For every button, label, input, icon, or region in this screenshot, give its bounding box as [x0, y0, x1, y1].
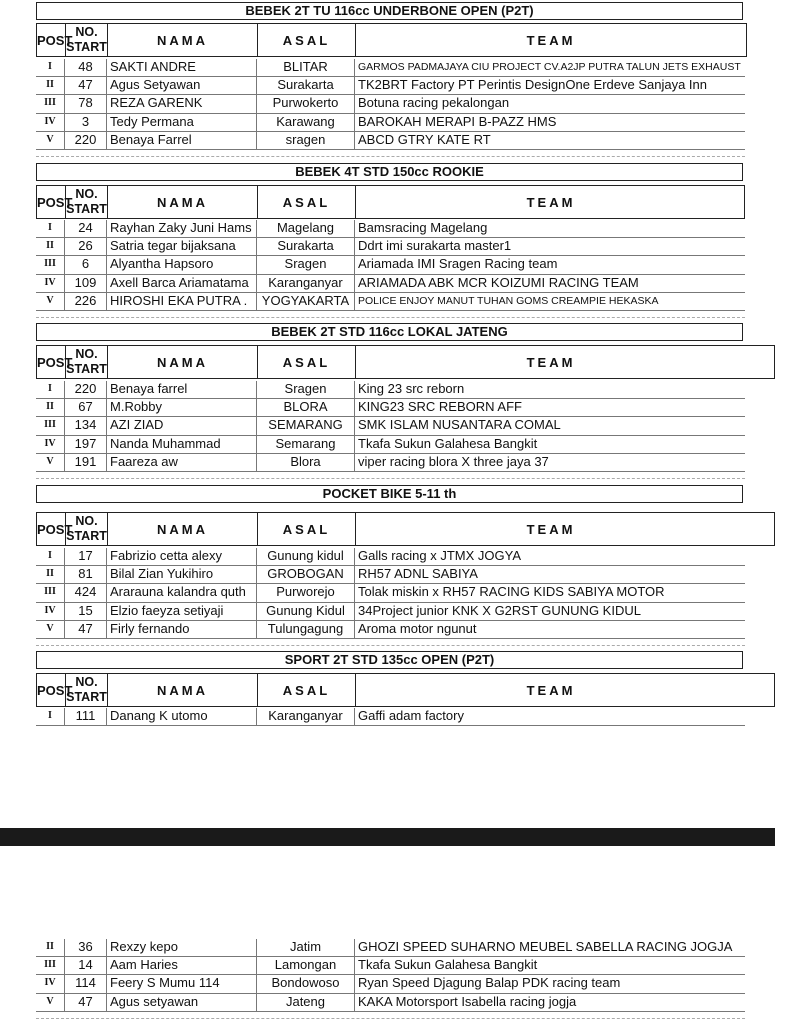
cell-pos: I [36, 381, 65, 398]
cell-pos: III [36, 957, 65, 974]
cell-no: 48 [65, 59, 107, 76]
cell-pos: III [36, 95, 65, 112]
header-team: TEAM [526, 32, 576, 48]
table-row [36, 95, 745, 113]
cell-asal: Karanganyar [257, 275, 355, 292]
cell-asal: Purwokerto [257, 95, 355, 112]
cell-nama: Ararauna kalandra quth [107, 584, 257, 601]
table-header [36, 345, 775, 379]
cell-pos: II [36, 566, 65, 583]
cell-nama: Firly fernando [107, 621, 257, 638]
cell-team: SMK ISLAM NUSANTARA COMAL [358, 417, 561, 433]
cell-nama: Nanda Muhammad [107, 436, 257, 453]
cell-pos: I [36, 548, 65, 565]
header-nama: NAMA [108, 513, 258, 545]
cell-nama: M.Robby [107, 399, 257, 416]
header-asal: ASAL [258, 346, 356, 378]
cell-asal: Jatim [257, 939, 355, 956]
cell-no: 17 [65, 548, 107, 565]
header-no: NO. START [66, 25, 107, 54]
cell-pos: II [36, 77, 65, 94]
section-title: BEBEK 2T TU 116cc UNDERBONE OPEN (P2T) [36, 2, 743, 20]
cell-nama: Benaya Farrel [107, 132, 257, 149]
cell-pos: III [36, 256, 65, 273]
header-no: NO. START [66, 514, 107, 543]
cell-no: 114 [65, 975, 107, 992]
cell-pos: V [36, 293, 65, 310]
cell-asal: Purworejo [257, 584, 355, 601]
header-pos: POST [37, 346, 66, 378]
cell-team: ARIAMADA ABK MCR KOIZUMI RACING TEAM [358, 274, 639, 290]
table-row [36, 77, 745, 95]
cell-asal: Sragen [257, 381, 355, 398]
table-row-empty [36, 150, 745, 157]
cell-pos: I [36, 708, 65, 725]
table-row [36, 548, 745, 566]
table-row [36, 454, 745, 472]
cell-pos: IV [36, 114, 65, 131]
results-table-continued [36, 939, 745, 1019]
header-pos: POST [37, 24, 66, 56]
cell-pos: III [36, 417, 65, 434]
cell-nama: Aam Haries [107, 957, 257, 974]
cell-pos: IV [36, 436, 65, 453]
cell-team: Gaffi adam factory [358, 708, 464, 723]
cell-asal: Gunung kidul [257, 548, 355, 565]
cell-pos: I [36, 220, 65, 237]
table-header [36, 23, 747, 57]
cell-pos: V [36, 132, 65, 149]
cell-team: Tolak miskin x RH57 RACING KIDS SABIYA MOTOR [358, 584, 665, 600]
cell-pos: II [36, 939, 65, 956]
table-row-empty [36, 472, 745, 479]
cell-team: Ddrt imi surakarta master1 [358, 238, 512, 254]
table-row [36, 114, 745, 132]
cell-nama: Bilal Zian Yukihiro [107, 566, 257, 583]
cell-asal: BLORA [257, 399, 355, 416]
header-asal: ASAL [258, 24, 356, 56]
cell-asal: YOGYAKARTA [257, 293, 355, 310]
cell-no: 36 [65, 939, 107, 956]
cell-team: King 23 src reborn [358, 381, 465, 396]
cell-team: GHOZI SPEED SUHARNO MEUBEL SABELLA RACING JOGJA [358, 939, 733, 954]
cell-asal: Semarang [257, 436, 355, 453]
cell-pos: V [36, 994, 65, 1011]
cell-team: Botuna racing pekalongan [358, 95, 510, 111]
cell-asal: Gunung Kidul [257, 603, 355, 620]
cell-no: 47 [65, 77, 107, 94]
table-row-empty [36, 311, 745, 318]
cell-nama: Feery S Mumu 114 [107, 975, 257, 992]
header-nama: NAMA [108, 674, 258, 706]
cell-pos: IV [36, 603, 65, 620]
cell-no: 14 [65, 957, 107, 974]
header-pos: POST [37, 513, 66, 545]
cell-nama: Axell Barca Ariamatama [107, 275, 257, 292]
cell-team: Ariamada IMI Sragen Racing team [358, 256, 558, 272]
cell-team: Tkafa Sukun Galahesa Bangkit [358, 435, 538, 451]
cell-asal: Surakarta [257, 77, 355, 94]
cell-nama: HIROSHI EKA PUTRA . [107, 293, 257, 310]
cell-pos: II [36, 399, 65, 416]
header-no: NO. START [66, 675, 107, 704]
cell-pos: V [36, 621, 65, 638]
cell-no: 220 [65, 132, 107, 149]
table-row [36, 566, 745, 584]
cell-nama: Faareza aw [107, 454, 257, 471]
cell-nama: Benaya farrel [107, 381, 257, 398]
cell-team: Galls racing x JTMX JOGYA [358, 548, 522, 563]
cell-asal: Bondowoso [257, 975, 355, 992]
cell-team: Tkafa Sukun Galahesa Bangkit [358, 957, 538, 973]
table-row [36, 994, 745, 1012]
cell-no: 81 [65, 566, 107, 583]
cell-asal: SEMARANG [257, 417, 355, 434]
table-row [36, 275, 745, 293]
cell-team: Aroma motor ngunut [358, 620, 477, 636]
cell-asal: Magelang [257, 220, 355, 237]
cell-nama: Elzio faeyza setiyaji [107, 603, 257, 620]
cell-nama: Danang K utomo [107, 708, 257, 725]
header-team: TEAM [526, 682, 576, 698]
cell-nama: SAKTI ANDRE [107, 59, 257, 76]
header-no: NO. START [66, 347, 107, 376]
cell-asal: Tulungagung [257, 621, 355, 638]
table-row [36, 957, 745, 975]
header-nama: NAMA [108, 346, 258, 378]
table-row [36, 399, 745, 417]
results-table [36, 59, 745, 157]
cell-pos: II [36, 238, 65, 255]
table-row-empty [36, 1012, 745, 1019]
cell-no: 3 [65, 114, 107, 131]
cell-no: 220 [65, 381, 107, 398]
header-team: TEAM [526, 354, 576, 370]
cell-no: 24 [65, 220, 107, 237]
table-row-empty [36, 639, 745, 646]
table-header [36, 185, 745, 219]
cell-team: RH57 ADNL SABIYA [358, 566, 478, 582]
cell-nama: Fabrizio cetta alexy [107, 548, 257, 565]
cell-asal: Karawang [257, 114, 355, 131]
cell-no: 109 [65, 275, 107, 292]
header-team: TEAM [526, 521, 576, 537]
cell-team: KAKA Motorsport Isabella racing jogja [358, 993, 577, 1009]
cell-no: 424 [65, 584, 107, 601]
cell-nama: Agus setyawan [107, 994, 257, 1011]
cell-pos: III [36, 584, 65, 601]
table-header [36, 673, 775, 707]
section-title: SPORT 2T STD 135cc OPEN (P2T) [36, 651, 743, 669]
cell-asal: Blora [257, 454, 355, 471]
cell-team: Ryan Speed Djagung Balap PDK racing team [358, 975, 621, 991]
results-table [36, 548, 745, 646]
table-row [36, 584, 745, 602]
cell-asal: GROBOGAN [257, 566, 355, 583]
cell-no: 47 [65, 621, 107, 638]
results-table [36, 708, 745, 726]
header-pos: POST [37, 674, 66, 706]
cell-pos: I [36, 59, 65, 76]
cell-no: 67 [65, 399, 107, 416]
cell-team: GARMOS PADMAJAYA CIU PROJECT CV.A2JP PUTRA TALUN JETS EXHAUST [358, 61, 741, 73]
header-nama: NAMA [108, 186, 258, 218]
cell-no: 197 [65, 436, 107, 453]
cell-team: TK2BRT Factory PT Perintis DesignOne Erdeve Sanjaya Inn [358, 77, 708, 93]
table-header [36, 512, 775, 546]
section-title: BEBEK 4T STD 150cc ROOKIE [36, 163, 743, 181]
table-row [36, 708, 745, 726]
cell-asal: Jateng [257, 994, 355, 1011]
cell-nama: Satria tegar bijaksana [107, 238, 257, 255]
cell-no: 78 [65, 95, 107, 112]
table-row [36, 381, 745, 399]
section-title: BEBEK 2T STD 116cc LOKAL JATENG [36, 323, 743, 341]
cell-team: ABCD GTRY KATE RT [358, 131, 491, 147]
cell-asal: Karanganyar [257, 708, 355, 725]
table-row [36, 238, 745, 256]
cell-nama: Rayhan Zaky Juni Hams [107, 220, 257, 237]
table-row [36, 975, 745, 993]
cell-asal: Surakarta [257, 238, 355, 255]
cell-nama: AZI ZIAD [107, 417, 257, 434]
cell-nama: Agus Setyawan [107, 77, 257, 94]
cell-asal: Lamongan [257, 957, 355, 974]
header-no: NO. START [66, 187, 107, 216]
cell-team: POLICE ENJOY MANUT TUHAN GOMS CREAMPIE HEKASKA [358, 294, 659, 307]
cell-no: 226 [65, 293, 107, 310]
cell-team: viper racing blora X three jaya 37 [358, 453, 549, 469]
cell-nama: Alyantha Hapsoro [107, 256, 257, 273]
cell-asal: BLITAR [257, 59, 355, 76]
header-pos: POST [37, 186, 66, 218]
header-nama: NAMA [108, 24, 258, 56]
results-table [36, 381, 745, 479]
results-table [36, 220, 745, 318]
cell-asal: Sragen [257, 256, 355, 273]
cell-no: 6 [65, 256, 107, 273]
header-team: TEAM [526, 194, 576, 210]
table-row [36, 59, 745, 77]
page-divider [0, 828, 775, 846]
cell-nama: REZA GARENK [107, 95, 257, 112]
header-asal: ASAL [258, 513, 356, 545]
cell-no: 47 [65, 994, 107, 1011]
cell-pos: V [36, 454, 65, 471]
table-row [36, 436, 745, 454]
cell-no: 134 [65, 417, 107, 434]
table-row [36, 220, 745, 238]
table-row [36, 293, 745, 311]
cell-pos: IV [36, 975, 65, 992]
table-row [36, 603, 745, 621]
table-row [36, 256, 745, 274]
header-asal: ASAL [258, 186, 356, 218]
cell-asal: sragen [257, 132, 355, 149]
header-asal: ASAL [258, 674, 356, 706]
cell-team: BAROKAH MERAPI B-PAZZ HMS [358, 113, 557, 129]
table-row [36, 132, 745, 150]
cell-nama: Rexzy kepo [107, 939, 257, 956]
cell-team: KING23 SRC REBORN AFF [358, 399, 522, 415]
cell-team: Bamsracing Magelang [358, 220, 488, 235]
cell-nama: Tedy Permana [107, 114, 257, 131]
cell-no: 26 [65, 238, 107, 255]
section-title: POCKET BIKE 5-11 th [36, 485, 743, 503]
cell-no: 191 [65, 454, 107, 471]
cell-pos: IV [36, 275, 65, 292]
table-row [36, 417, 745, 435]
cell-no: 15 [65, 603, 107, 620]
table-row [36, 621, 745, 639]
cell-team: 34Project junior KNK X G2RST GUNUNG KIDUL [358, 602, 641, 618]
cell-no: 111 [65, 708, 107, 725]
table-row [36, 939, 745, 957]
